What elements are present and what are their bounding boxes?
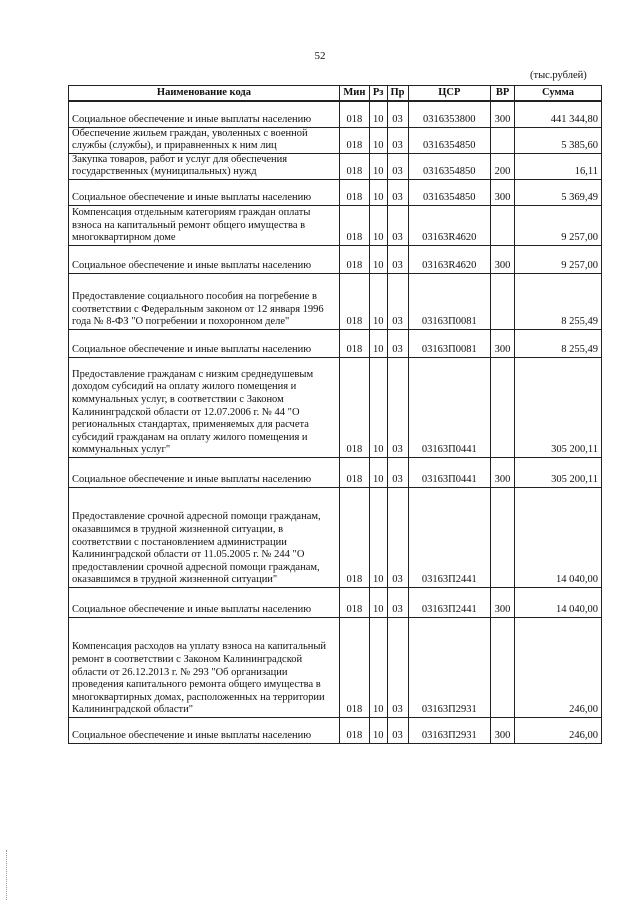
row-pr: 03 (387, 617, 408, 717)
row-sum: 5 369,49 (515, 179, 602, 205)
row-rz: 10 (369, 329, 387, 357)
table-row (69, 329, 602, 357)
units-label: (тыс.рублей) (530, 70, 587, 81)
row-csr: 0316354850 (408, 179, 491, 205)
table-row (69, 717, 602, 743)
row-vr: 300 (491, 457, 515, 487)
row-pr: 03 (387, 179, 408, 205)
row-csr: 03163П2441 (408, 587, 491, 617)
header-name: Наименование кода (69, 86, 340, 102)
row-min: 018 (339, 617, 369, 717)
table-row (69, 587, 602, 617)
row-min: 018 (339, 329, 369, 357)
row-name: Обеспечение жильем граждан, уволенных с военной службы (службы), и приравненных к ним лиц (69, 127, 340, 153)
row-rz: 10 (369, 273, 387, 329)
table-row (69, 487, 602, 587)
row-sum: 9 257,00 (515, 205, 602, 245)
row-csr: 03163П0081 (408, 329, 491, 357)
table-row (69, 357, 602, 457)
row-pr: 03 (387, 205, 408, 245)
row-pr: 03 (387, 487, 408, 587)
row-rz: 10 (369, 587, 387, 617)
row-name: Социальное обеспечение и иные выплаты населению (69, 245, 340, 273)
row-min: 018 (339, 457, 369, 487)
table-row (69, 273, 602, 329)
header-csr: ЦСР (408, 86, 491, 102)
row-vr: 300 (491, 101, 515, 127)
row-name: Социальное обеспечение и иные выплаты населению (69, 457, 340, 487)
row-min: 018 (339, 245, 369, 273)
row-pr: 03 (387, 329, 408, 357)
row-rz: 10 (369, 153, 387, 179)
row-min: 018 (339, 205, 369, 245)
row-rz: 10 (369, 457, 387, 487)
row-csr: 03163П0081 (408, 273, 491, 329)
row-min: 018 (339, 587, 369, 617)
row-rz: 10 (369, 179, 387, 205)
row-csr: 03163П2931 (408, 717, 491, 743)
row-csr: 03163R4620 (408, 205, 491, 245)
row-rz: 10 (369, 245, 387, 273)
row-pr: 03 (387, 245, 408, 273)
header-pr: Пр (387, 86, 408, 102)
table-body (69, 101, 602, 743)
table-header-row (69, 86, 602, 102)
row-min: 018 (339, 357, 369, 457)
row-name: Закупка товаров, работ и услуг для обеспечения государственных (муниципальных) нужд (69, 153, 340, 179)
row-name: Предоставление социального пособия на погребение в соответствии с Федеральным законом от 12 января 1996 года № 8-ФЗ "О погребении и похоронном деле" (69, 273, 340, 329)
row-name: Социальное обеспечение и иные выплаты населению (69, 329, 340, 357)
row-pr: 03 (387, 457, 408, 487)
row-vr (491, 617, 515, 717)
row-rz: 10 (369, 357, 387, 457)
row-sum: 441 344,80 (515, 101, 602, 127)
table-row (69, 101, 602, 127)
row-csr: 03163R4620 (408, 245, 491, 273)
row-sum: 246,00 (515, 617, 602, 717)
row-csr: 03163П0441 (408, 457, 491, 487)
row-min: 018 (339, 101, 369, 127)
row-csr: 0316353800 (408, 101, 491, 127)
row-vr (491, 273, 515, 329)
row-csr: 03163П2931 (408, 617, 491, 717)
row-name: Социальное обеспечение и иные выплаты населению (69, 101, 340, 127)
row-sum: 305 200,11 (515, 457, 602, 487)
table-row (69, 245, 602, 273)
page-number: 52 (314, 50, 326, 62)
budget-table (68, 85, 602, 744)
row-vr: 300 (491, 329, 515, 357)
row-rz: 10 (369, 127, 387, 153)
table-row (69, 617, 602, 717)
row-csr: 03163П2441 (408, 487, 491, 587)
row-pr: 03 (387, 127, 408, 153)
row-rz: 10 (369, 617, 387, 717)
table-row (69, 457, 602, 487)
row-csr: 03163П0441 (408, 357, 491, 457)
row-name: Предоставление гражданам с низким среднедушевым доходом субсидий на оплату жилого помещения и коммунальных услуг, в соответствии с Законом Калининградской области от 12.07.2006 г. № 44 "О региональных стандартах, применяемых для расчета субсидий гражданам на оплату жилого помещения и коммунальных услуг" (69, 357, 340, 457)
row-name: Компенсация расходов на уплату взноса на капитальный ремонт в соответствии с Законом Калининградской области от 26.12.2013 г. № 293 "Об организации проведения капитального ремонта общего имущества в многоквартирных домах, расположенных на территории Калининградской области" (69, 617, 340, 717)
row-vr: 200 (491, 153, 515, 179)
row-vr (491, 205, 515, 245)
row-sum: 14 040,00 (515, 587, 602, 617)
row-sum: 14 040,00 (515, 487, 602, 587)
row-min: 018 (339, 153, 369, 179)
row-pr: 03 (387, 717, 408, 743)
row-vr: 300 (491, 245, 515, 273)
row-vr (491, 487, 515, 587)
table-row (69, 205, 602, 245)
row-name: Социальное обеспечение и иные выплаты населению (69, 179, 340, 205)
row-sum: 16,11 (515, 153, 602, 179)
scan-margin-marks (6, 850, 10, 900)
row-min: 018 (339, 273, 369, 329)
row-min: 018 (339, 487, 369, 587)
row-csr: 0316354850 (408, 127, 491, 153)
row-sum: 305 200,11 (515, 357, 602, 457)
row-pr: 03 (387, 153, 408, 179)
row-vr: 300 (491, 717, 515, 743)
row-sum: 8 255,49 (515, 273, 602, 329)
header-sum: Сумма (515, 86, 602, 102)
row-name: Предоставление срочной адресной помощи гражданам, оказавшимся в трудной жизненной ситуации, в соответствии с постановлением администрации Калининградской области от 11.05.2005 г. № 244 "О предоставлении срочной адресной помощи гражданам, оказавшимся в трудной жизненной ситуации" (69, 487, 340, 587)
row-rz: 10 (369, 101, 387, 127)
row-min: 018 (339, 717, 369, 743)
header-min: Мин (339, 86, 369, 102)
row-rz: 10 (369, 717, 387, 743)
row-sum: 9 257,00 (515, 245, 602, 273)
row-csr: 0316354850 (408, 153, 491, 179)
row-sum: 246,00 (515, 717, 602, 743)
row-name: Социальное обеспечение и иные выплаты населению (69, 717, 340, 743)
row-vr (491, 357, 515, 457)
row-name: Социальное обеспечение и иные выплаты населению (69, 587, 340, 617)
row-min: 018 (339, 179, 369, 205)
row-pr: 03 (387, 357, 408, 457)
row-rz: 10 (369, 205, 387, 245)
table-row (69, 179, 602, 205)
header-rz: Рз (369, 86, 387, 102)
row-pr: 03 (387, 101, 408, 127)
row-min: 018 (339, 127, 369, 153)
row-sum: 5 385,60 (515, 127, 602, 153)
table-row (69, 153, 602, 179)
row-vr: 300 (491, 179, 515, 205)
row-sum: 8 255,49 (515, 329, 602, 357)
row-rz: 10 (369, 487, 387, 587)
row-vr: 300 (491, 587, 515, 617)
table-row (69, 127, 602, 153)
row-pr: 03 (387, 273, 408, 329)
row-pr: 03 (387, 587, 408, 617)
header-vr: ВР (491, 86, 515, 102)
row-name: Компенсация отдельным категориям граждан оплаты взноса на капитальный ремонт общего имущества в многоквартирном доме (69, 205, 340, 245)
row-vr (491, 127, 515, 153)
